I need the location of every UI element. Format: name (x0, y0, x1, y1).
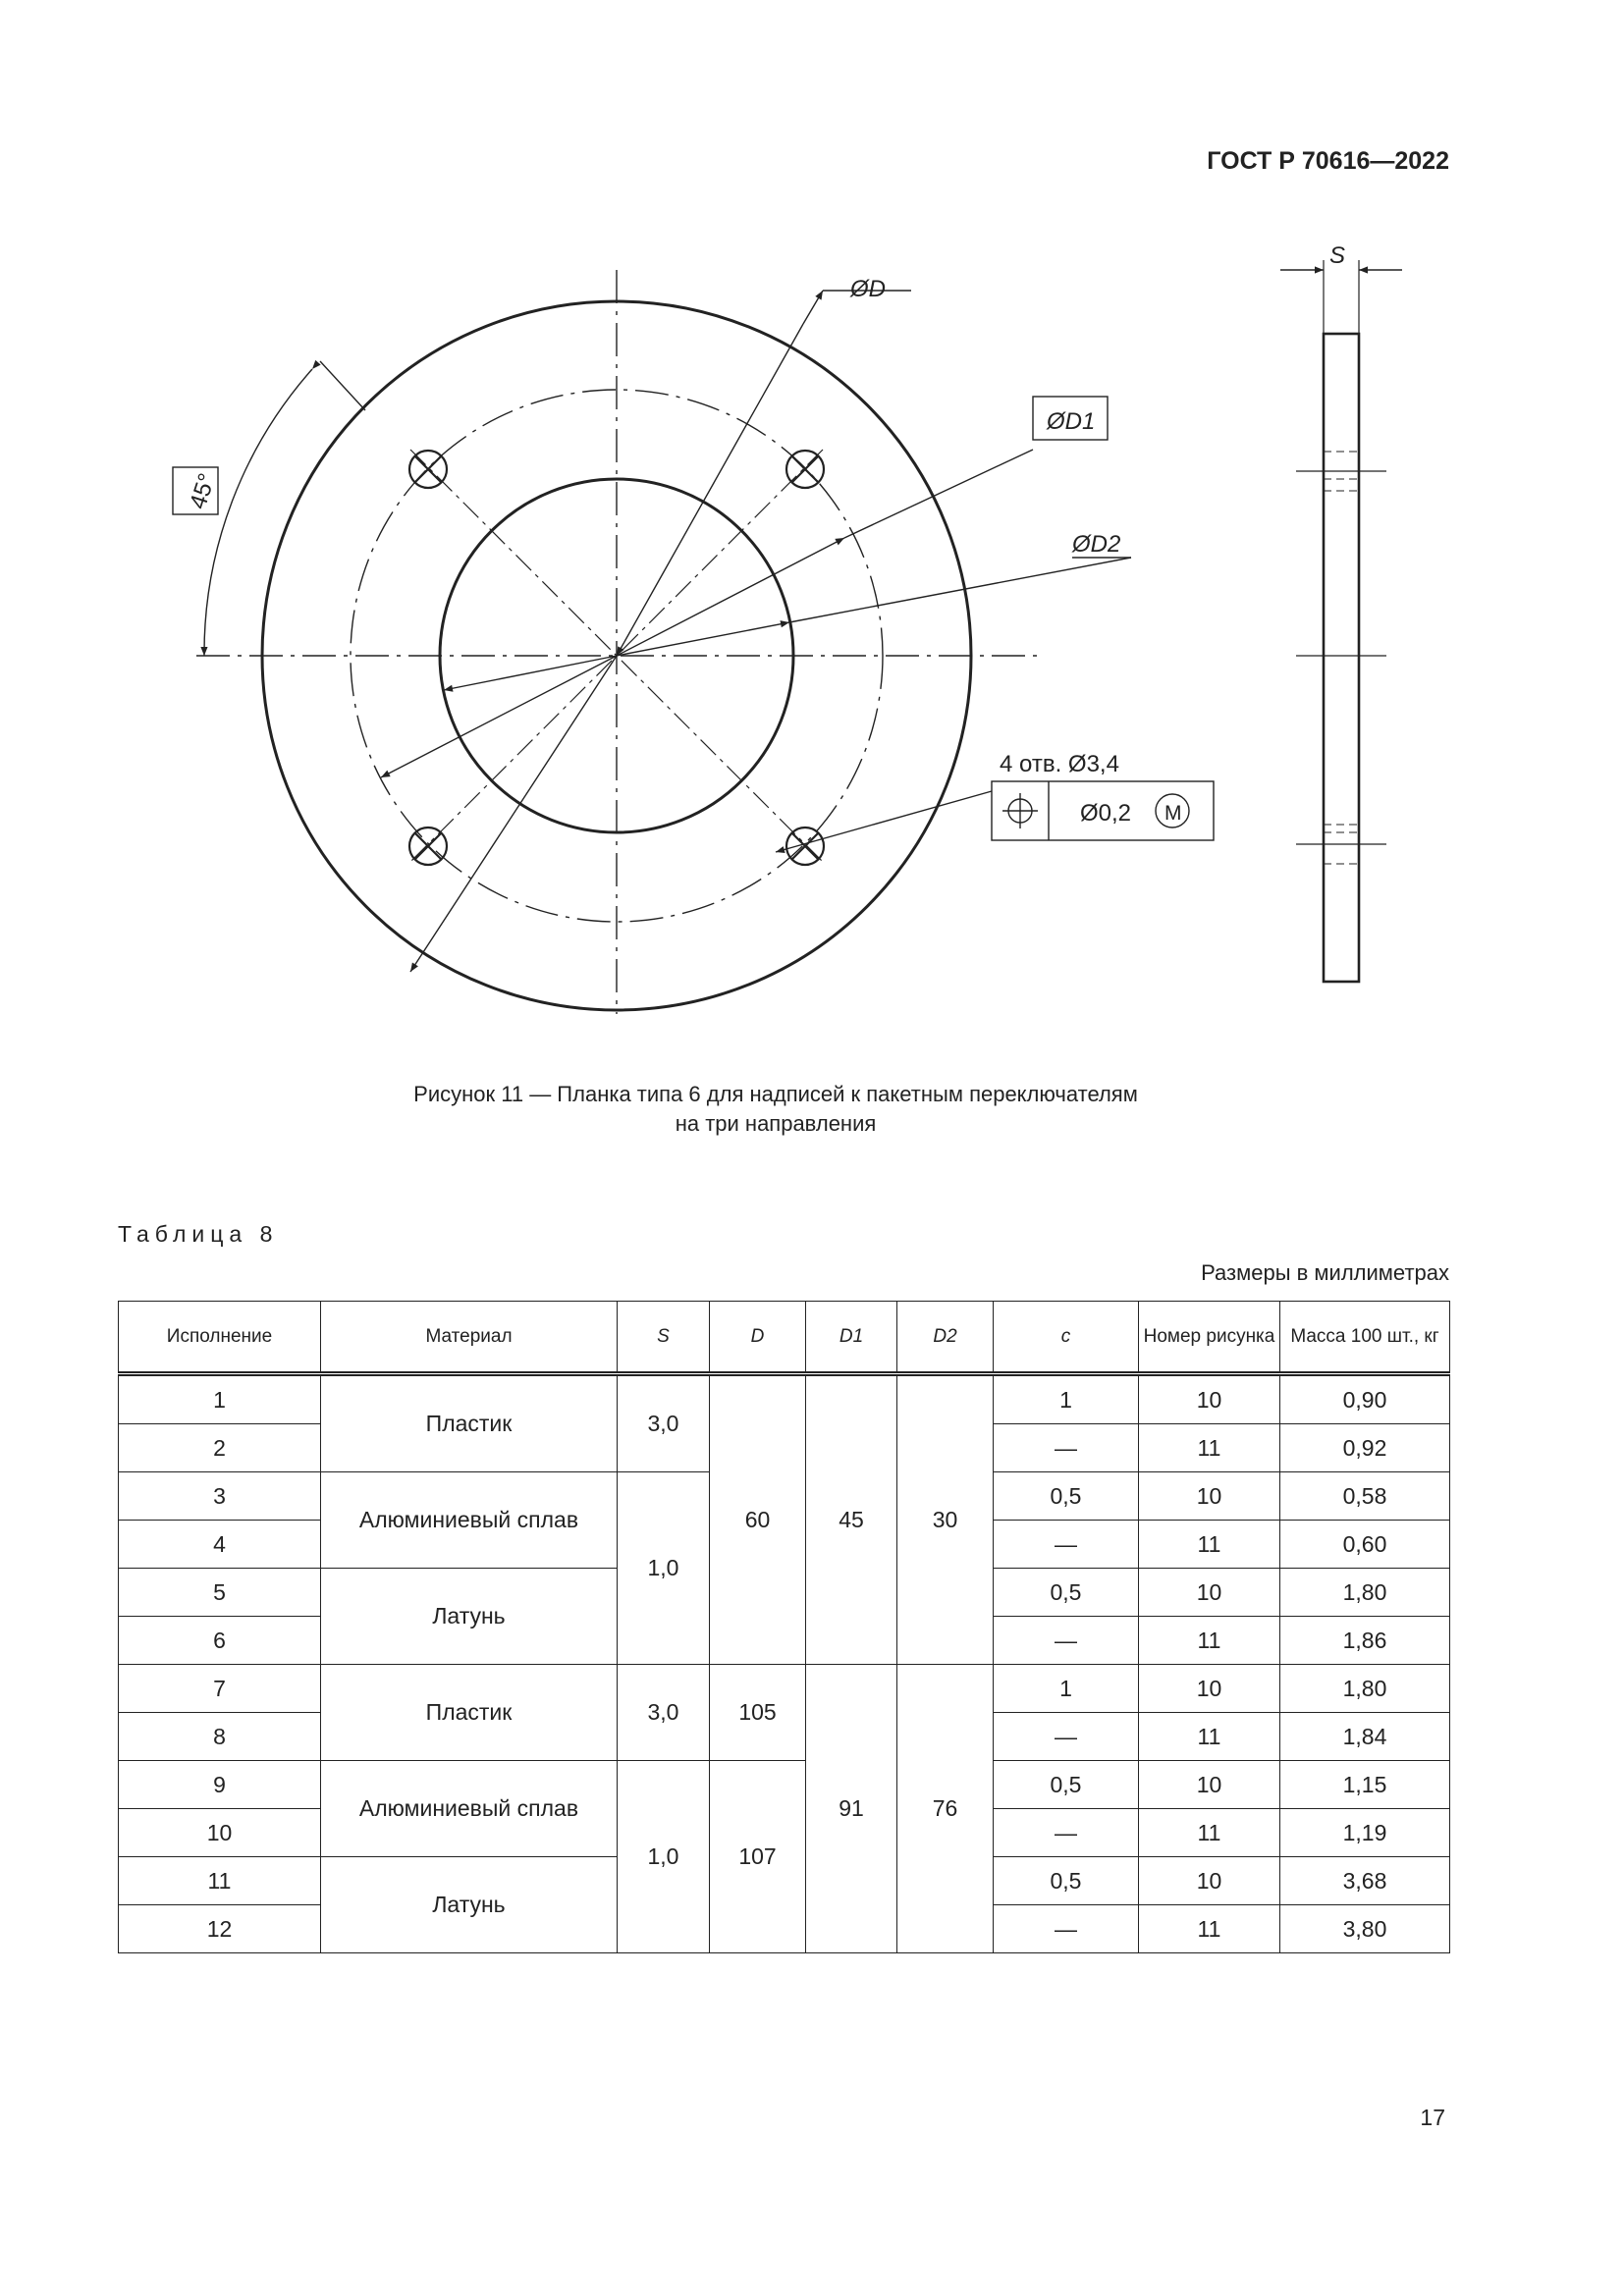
header-fig-no: Номер рисунка (1139, 1302, 1280, 1374)
cell-version: 3 (119, 1472, 321, 1521)
header-d2: D2 (897, 1302, 994, 1374)
cell-mass: 1,15 (1280, 1761, 1450, 1809)
cell-c: — (994, 1809, 1139, 1857)
caption-line-1: Рисунок 11 — Планка типа 6 для надписей к пакетным переключателям (413, 1082, 1138, 1106)
cell-s: 3,0 (618, 1374, 710, 1472)
cell-mass: 0,58 (1280, 1472, 1450, 1521)
cell-mass: 1,84 (1280, 1713, 1450, 1761)
cell-d: 105 (710, 1665, 806, 1761)
cell-mass: 0,92 (1280, 1424, 1450, 1472)
cell-fig: 11 (1139, 1905, 1280, 1953)
technical-drawing (0, 0, 1624, 1080)
cell-d1: 45 (806, 1374, 897, 1665)
header-mass: Масса 100 шт., кг (1280, 1302, 1450, 1374)
cell-mass: 1,19 (1280, 1809, 1450, 1857)
cell-c: 1 (994, 1665, 1139, 1713)
cell-c: 0,5 (994, 1472, 1139, 1521)
cell-fig: 11 (1139, 1424, 1280, 1472)
cell-version: 4 (119, 1521, 321, 1569)
cell-c: — (994, 1617, 1139, 1665)
table-title: Таблица 8 (118, 1221, 279, 1247)
cell-c: 0,5 (994, 1569, 1139, 1617)
cell-d1: 91 (806, 1665, 897, 1953)
cell-fig: 11 (1139, 1521, 1280, 1569)
cell-d: 107 (710, 1761, 806, 1953)
cell-fig: 10 (1139, 1374, 1280, 1424)
cell-material: Алюминиевый сплав (321, 1761, 618, 1857)
cell-version: 7 (119, 1665, 321, 1713)
cell-fig: 11 (1139, 1809, 1280, 1857)
cell-c: — (994, 1713, 1139, 1761)
page-number: 17 (1420, 2105, 1445, 2130)
cell-mass: 0,90 (1280, 1374, 1450, 1424)
cell-material: Латунь (321, 1857, 618, 1953)
label-thickness: S (1329, 242, 1346, 269)
cell-version: 2 (119, 1424, 321, 1472)
cell-fig: 10 (1139, 1472, 1280, 1521)
label-tolerance: Ø0,2 (1080, 800, 1132, 827)
cell-d: 60 (710, 1374, 806, 1665)
cell-fig: 10 (1139, 1665, 1280, 1713)
cell-s: 1,0 (618, 1761, 710, 1953)
side-view (1324, 334, 1359, 982)
cell-version: 12 (119, 1905, 321, 1953)
cell-version: 9 (119, 1761, 321, 1809)
label-angle: 45° (185, 469, 221, 512)
cell-mass: 1,86 (1280, 1617, 1450, 1665)
cell-c: — (994, 1905, 1139, 1953)
cell-fig: 10 (1139, 1857, 1280, 1905)
cell-d2: 30 (897, 1374, 994, 1665)
cell-c: 0,5 (994, 1857, 1139, 1905)
cell-version: 5 (119, 1569, 321, 1617)
cell-c: — (994, 1521, 1139, 1569)
cell-mass: 1,80 (1280, 1665, 1450, 1713)
cell-fig: 10 (1139, 1761, 1280, 1809)
cell-c: 1 (994, 1374, 1139, 1424)
cell-material: Латунь (321, 1569, 618, 1665)
cell-material: Пластик (321, 1374, 618, 1472)
header-d1: D1 (806, 1302, 897, 1374)
cell-material: Пластик (321, 1665, 618, 1761)
cell-mass: 3,68 (1280, 1857, 1450, 1905)
caption-line-2: на три направления (675, 1111, 877, 1136)
cell-version: 10 (119, 1809, 321, 1857)
cell-version: 6 (119, 1617, 321, 1665)
cell-version: 11 (119, 1857, 321, 1905)
label-holes: 4 отв. Ø3,4 (1000, 751, 1119, 777)
cell-c: — (994, 1424, 1139, 1472)
label-tol-modifier: M (1164, 802, 1182, 825)
dimensions-table (118, 1301, 1450, 1953)
header-material: Материал (321, 1302, 618, 1374)
figure-caption (0, 1080, 1551, 1139)
header-d: D (710, 1302, 806, 1374)
cell-version: 8 (119, 1713, 321, 1761)
table-row (119, 1374, 1450, 1424)
label-dia-D: ØD (850, 276, 886, 302)
header-s: S (618, 1302, 710, 1374)
cell-fig: 11 (1139, 1713, 1280, 1761)
table-row (119, 1761, 1450, 1809)
cell-mass: 0,60 (1280, 1521, 1450, 1569)
cell-c: 0,5 (994, 1761, 1139, 1809)
header-version: Исполнение (119, 1302, 321, 1374)
table-units: Размеры в миллиметрах (1201, 1260, 1449, 1285)
table-row (119, 1665, 1450, 1713)
cell-d2: 76 (897, 1665, 994, 1953)
cell-material: Алюминиевый сплав (321, 1472, 618, 1569)
cell-mass: 3,80 (1280, 1905, 1450, 1953)
cell-mass: 1,80 (1280, 1569, 1450, 1617)
cell-fig: 11 (1139, 1617, 1280, 1665)
cell-version: 1 (119, 1374, 321, 1424)
header-c: c (994, 1302, 1139, 1374)
cell-s: 1,0 (618, 1472, 710, 1665)
label-dia-D1: ØD1 (1047, 408, 1096, 435)
table-header-row (119, 1302, 1450, 1374)
cell-fig: 10 (1139, 1569, 1280, 1617)
document-number: ГОСТ Р 70616—2022 (1207, 147, 1449, 175)
cell-s: 3,0 (618, 1665, 710, 1761)
label-dia-D2: ØD2 (1072, 531, 1121, 558)
